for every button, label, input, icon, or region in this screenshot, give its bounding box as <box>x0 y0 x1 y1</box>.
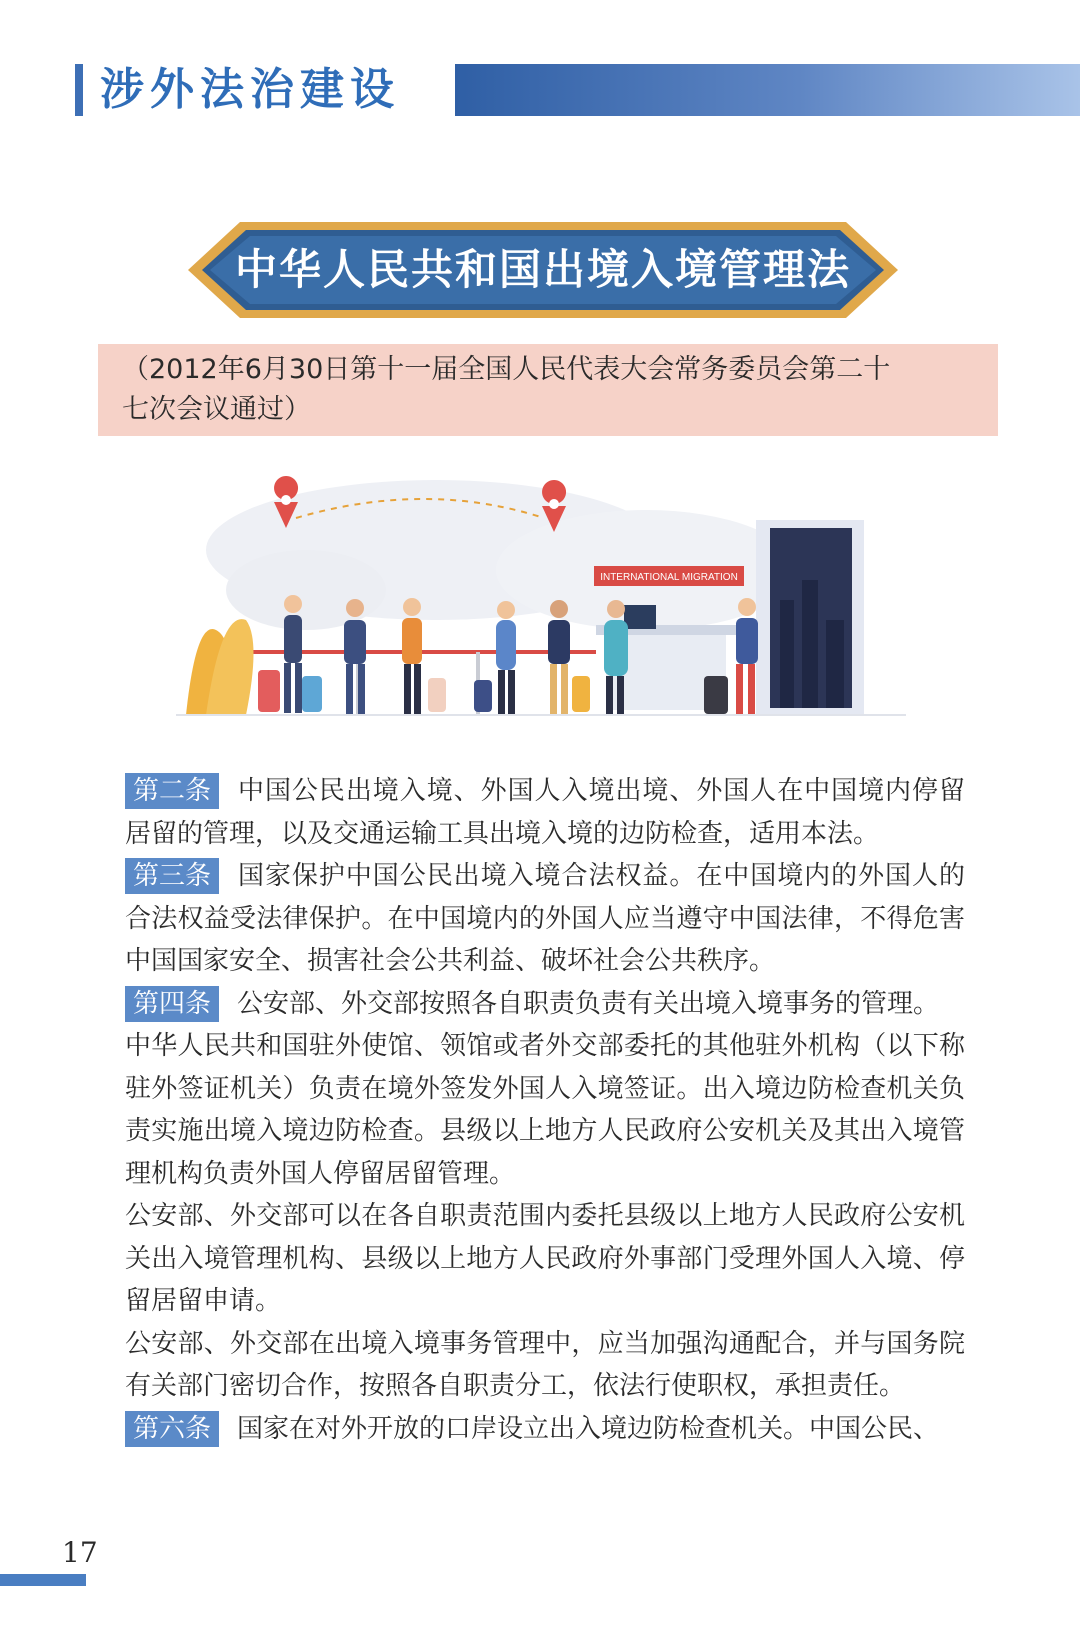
migration-sign-text: INTERNATIONAL MIGRATION <box>600 572 738 583</box>
header-accent-bar <box>75 64 83 116</box>
article-text: 国家在对外开放的口岸设立出入境边防检查机关。中国公民、 <box>237 1413 940 1444</box>
article-4 <box>125 983 965 1026</box>
adoption-note-box <box>98 344 998 436</box>
law-articles <box>125 770 965 1450</box>
adoption-note-line2: 七次会议通过） <box>122 394 311 425</box>
border-control-illustration <box>176 470 906 750</box>
section-title: 涉外法治建设 <box>100 64 400 115</box>
adoption-note <box>122 350 972 430</box>
article-tag: 第三条 <box>125 858 219 894</box>
article-text: 公安部、外交部按照各自职责负责有关出境入境事务的管理。 <box>237 988 940 1019</box>
article-3 <box>125 855 965 983</box>
article-tag: 第四条 <box>125 986 219 1022</box>
article-6 <box>125 1408 965 1451</box>
law-title: 中华人民共和国出境入境管理法 <box>234 245 851 294</box>
footer-accent-bar <box>0 1574 86 1586</box>
article-tag: 第六条 <box>125 1411 219 1447</box>
article-4-paragraph: 公安部、外交部可以在各自职责范围内委托县级以上地方人民政府公安机关出入境管理机构、县级以上地方人民政府外事部门受理外国人入境、停留居留申请。 <box>125 1201 965 1316</box>
header-gradient-band <box>455 64 1080 116</box>
article-tag: 第二条 <box>125 773 219 809</box>
article-text: 中国公民出境入境、外国人入境出境、外国人在中国境内停留居留的管理，以及交通运输工具出境入境的边防检查，适用本法。 <box>125 776 965 849</box>
article-4-paragraph: 公安部、外交部在出境入境事务管理中，应当加强沟通配合，并与国务院有关部门密切合作，按照各自职责分工，依法行使职权，承担责任。 <box>125 1328 965 1401</box>
article-text: 国家保护中国公民出境入境合法权益。在中国境内的外国人的合法权益受法律保护。在中国境内的外国人应当遵守中国法律，不得危害中国国家安全、损害社会公共利益、破坏社会公共秩序。 <box>125 861 965 976</box>
article-4-paragraph: 中华人民共和国驻外使馆、领馆或者外交部委托的其他驻外机构（以下称驻外签证机关）负责在境外签发外国人入境签证。出入境边防检查机关负责实施出境入境边防检查。县级以上地方人民政府公安机关及其出入境管理机构负责外国人停留居留管理。 <box>125 1031 965 1189</box>
law-title-banner <box>188 222 898 318</box>
article-2 <box>125 770 965 855</box>
page-header <box>0 60 1080 120</box>
adoption-note-line1: （2012年6月30日第十一届全国人民代表大会常务委员会第二十 <box>122 354 891 385</box>
page-number: 17 <box>62 1536 98 1569</box>
